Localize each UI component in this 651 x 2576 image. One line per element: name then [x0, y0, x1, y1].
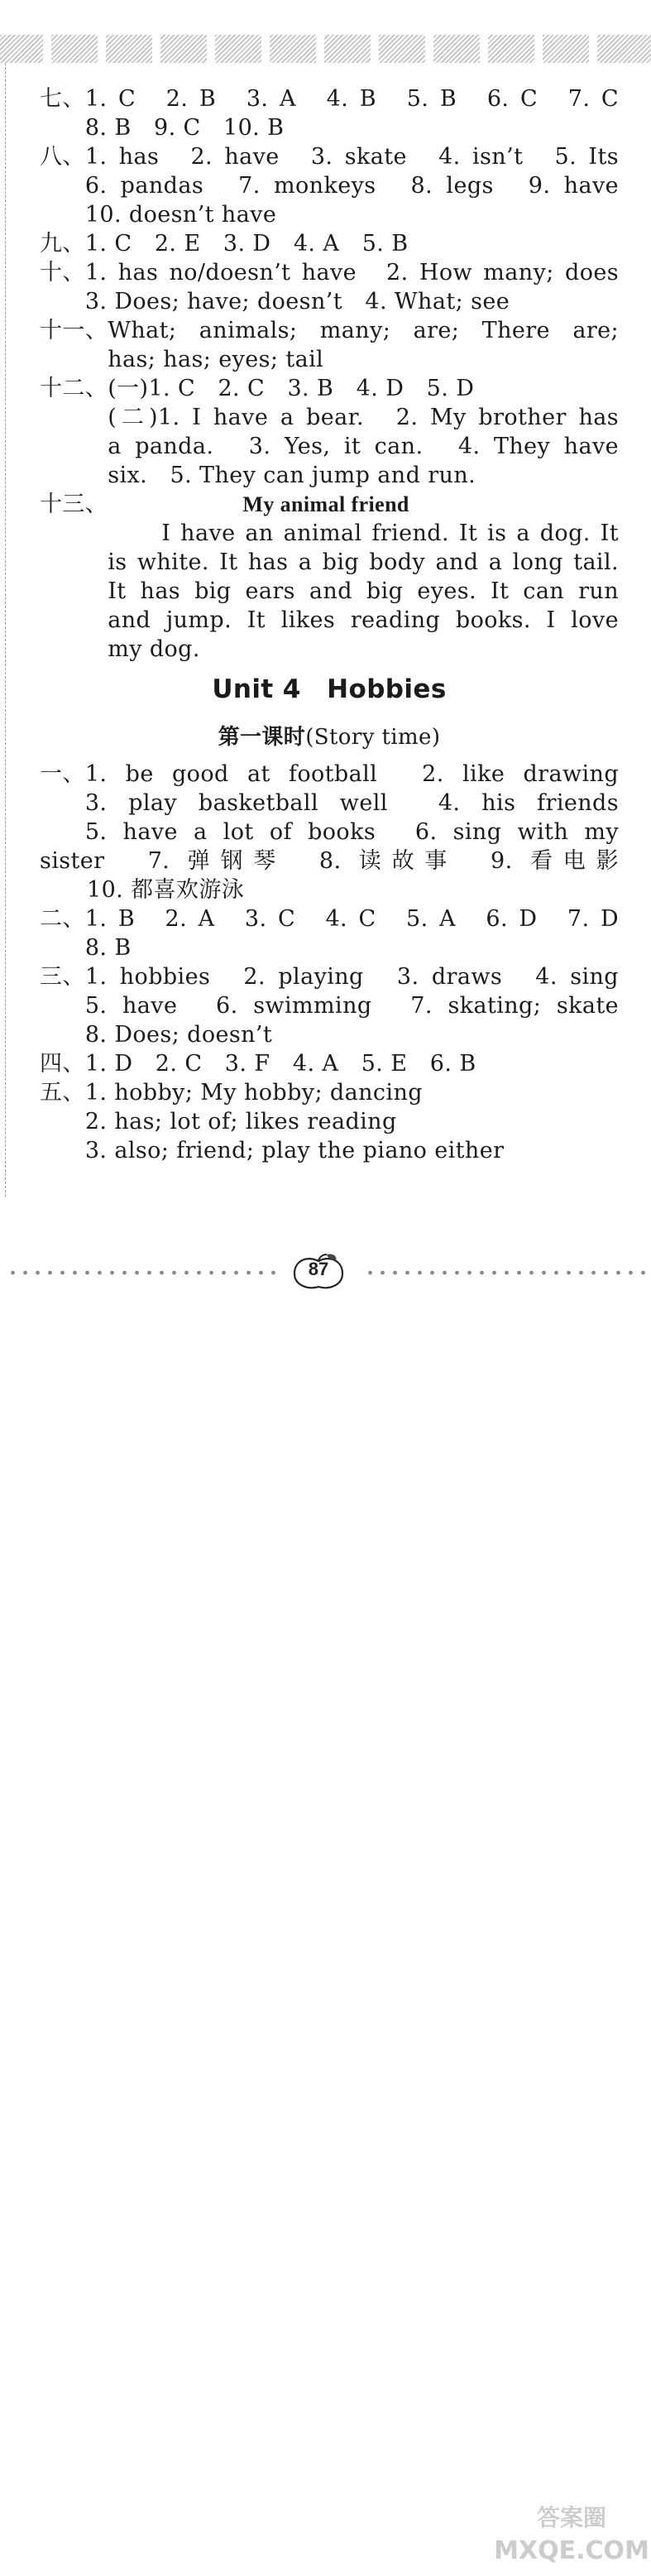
section-5 [40, 1078, 619, 1165]
section-label: 四、 [40, 1051, 85, 1077]
answer-line: (二)1. I have a bear. 2. My brother has [108, 405, 619, 430]
answer-line: 5. have 6. swimming 7. skating; skate [84, 993, 619, 1019]
section-1 [40, 760, 619, 847]
section-4 [40, 1049, 619, 1078]
answer-line: 3. also; friend; play the piano either [84, 1138, 505, 1163]
answer-line: has; has; eyes; tail [108, 347, 324, 372]
answer-line: 1. hobbies 2. playing 3. draws 4. sing [84, 964, 619, 990]
essay-line: It has big ears and big eyes. It can run [108, 578, 619, 604]
dotted-line-left [7, 1265, 280, 1280]
section-9 [40, 229, 619, 258]
section-3 [40, 962, 619, 1049]
answer-line: 2. has; lot of; likes reading [84, 1109, 397, 1134]
section-label: 九、 [40, 231, 85, 257]
section-8 [40, 142, 619, 229]
watermark-url: MXQE.COM [494, 2536, 649, 2565]
lesson-subtitle: (Story time) [305, 725, 441, 750]
bottom-decoration [0, 1254, 651, 2565]
section-13-essay [40, 490, 619, 664]
lesson-title [40, 715, 619, 760]
section-10 [40, 258, 619, 316]
section-label: 三、 [40, 964, 85, 990]
section-2 [40, 904, 619, 962]
answer-line: 8. Does; doesn’t [84, 1022, 273, 1048]
answer-line: 1. C 2. E 3. D 4. A 5. B [84, 231, 409, 257]
answer-content [40, 84, 619, 1165]
lesson-title-text: 第一课时 [218, 725, 306, 750]
answer-line: a panda. 3. Yes, it can. 4. They have [108, 434, 619, 459]
section-label: 十一、 [40, 318, 108, 343]
left-dashed-margin-line [5, 63, 6, 1197]
essay-line: I have an animal friend. It is a dog. It [161, 520, 619, 546]
section-label: 十、 [40, 260, 85, 285]
answer-line: 3. Does; have; doesn’t 4. What; see [84, 289, 510, 314]
answer-line: 1. C 2. B 3. A 4. B 5. B 6. C 7. C [84, 86, 619, 112]
answer-line: 6. pandas 7. monkeys 8. legs 9. have [84, 173, 619, 199]
section-label: 一、 [40, 761, 85, 787]
top-decorative-border [0, 35, 651, 63]
answer-line: 5. have a lot of books 6. sing with my [84, 819, 619, 845]
essay-line: is white. It has a big body and a long tail. [108, 549, 619, 575]
section-7 [40, 84, 619, 142]
section-label: 十二、 [40, 376, 108, 401]
answer-line: sister 7. 弹钢琴 8. 读故事 9. 看电影 [40, 848, 619, 874]
section-label: 二、 [40, 906, 85, 932]
page-number: 87 [308, 1259, 329, 1279]
answer-line: What; animals; many; are; There are; [108, 318, 619, 343]
section-label: 八、 [40, 144, 85, 170]
answer-line: 1. has no/doesn’t have 2. How many; does [84, 260, 619, 285]
answer-line: 1. D 2. C 3. F 4. A 5. E 6. B [84, 1051, 476, 1077]
dotted-line-right [364, 1265, 645, 1280]
section-label: 十三、 [40, 492, 108, 517]
essay-line: and jump. It likes reading books. I love [108, 607, 619, 633]
section-12 [40, 374, 619, 490]
answer-line: 3. play basketball well 4. his friends [84, 790, 619, 816]
unit-title: Unit 4 Hobbies [212, 674, 447, 704]
answer-line: 10. doesn’t have [84, 202, 277, 228]
section-label: 五、 [40, 1080, 85, 1106]
essay-line: my dog. [108, 636, 200, 662]
apple-page-badge [290, 1254, 347, 1290]
answer-line: six. 5. They can jump and run. [108, 463, 476, 488]
answer-line: 1. hobby; My hobby; dancing [84, 1080, 423, 1106]
section-11 [40, 316, 619, 374]
answer-line: (一)1. C 2. C 3. B 4. D 5. D [108, 376, 475, 401]
section-label: 七、 [40, 86, 85, 112]
answer-line: 8. B 9. C 10. B [84, 115, 285, 141]
answer-line: 1. B 2. A 3. C 4. C 5. A 6. D 7. D [84, 906, 619, 932]
answer-line: 1. be good at football 2. like drawing [84, 761, 619, 787]
answer-line: 1. has 2. have 3. skate 4. isn’t 5. Its [84, 144, 619, 170]
answer-line: 10. 都喜欢游泳 [87, 877, 245, 903]
watermark-text: 答案圈 [536, 2504, 606, 2531]
watermark-logo [493, 2502, 650, 2576]
answer-line: 8. B [84, 935, 132, 961]
essay-title: My animal friend [242, 492, 409, 516]
